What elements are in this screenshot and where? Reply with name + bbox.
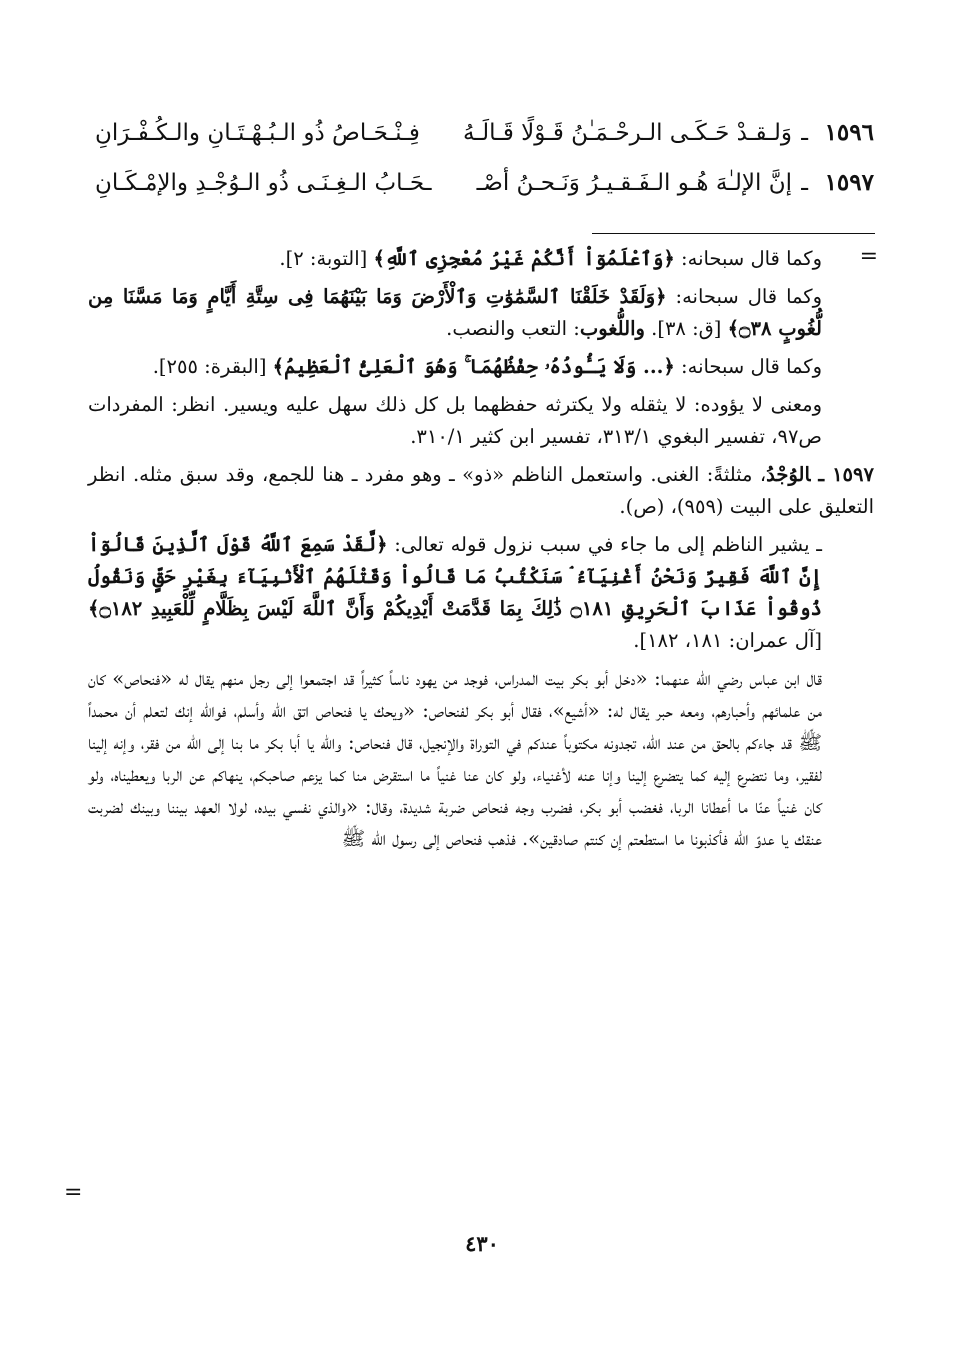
footnote-text: وكما قال سبحانه: xyxy=(666,285,822,308)
footnote-number: ١٥٩٧ ـ xyxy=(818,463,874,486)
footnote-paragraph xyxy=(88,243,822,275)
footnote-reference: [ق: ٣٨]. xyxy=(644,317,728,340)
defined-term: الوُجْدُ xyxy=(766,463,811,486)
footnote-reference: [البقرة: ٢٥٥]. xyxy=(152,355,273,378)
verse-second-hemistich: فِـنْـحَـاصُ ذُو الـبُـهْـتَـانِ والـكُـفْـرَانِ xyxy=(95,120,420,146)
verse-first-hemistich: وَلـقـدْ حَـكَـى الـرحْـمَـٰنُ قَـوْلًا قَـالَـهُ xyxy=(463,120,792,146)
footnote-1597 xyxy=(88,459,874,523)
footnote-paragraph xyxy=(88,529,822,657)
footnote-text: وكما قال سبحانه: xyxy=(674,355,822,378)
footnote-paragraph xyxy=(88,351,822,383)
quran-quote: ﴿وَٱعْلَمُوٓاْ أَنَّكُمْ غَيْرُ مُعْجِزِى ٱللَّهِ﴾ xyxy=(373,247,675,270)
verse-1597 xyxy=(95,158,874,208)
verse-second-hemistich: ـحَـابُ الـغِـنَـى ذُو الـوُجْـدِ والإمْـكَـانِ xyxy=(95,170,432,196)
footnote-reference: [التوبة: ٢]. xyxy=(279,247,374,270)
quran-quote: ﴿... وَلَا يَـُٔودُهُۥ حِفْظُهُمَا ۚ وَهُوَ ٱلْعَلِىُّ ٱلْعَظِيمُ﴾ xyxy=(272,355,675,378)
footnote-text: ، مثلثةً: الغنى. واستعمل الناظم «ذو» ـ وهو مفرد ـ هنا للجمع، وقد سبق مثله. انظر التعليق على البيت (٩٥٩)، (ص). xyxy=(88,463,874,518)
verses-block xyxy=(95,108,874,208)
footnote-text: ـ يشير الناظم إلى ما جاء في سبب نزول قوله تعالى: xyxy=(387,533,822,556)
defined-term: واللُّغوب xyxy=(579,317,645,340)
footnote-reference: [آل عمران: ١٨١، ١٨٢]. xyxy=(633,629,822,652)
footnote-paragraph: ومعنى لا يؤوده: لا يثقله ولا يكترثه حفظهما بل كل ذلك سهل عليه ويسير. انظر: المفردات ص٩٧، تفسير البغوي ٣١٣/١، تفسير ابن كثير ٣١٠/١. xyxy=(88,393,822,448)
continuation-mark-end: = xyxy=(64,1180,83,1205)
verse-first-hemistich: إنَّ الإلـٰهَ هُـو الـفَـقـيـرُ وَنَـحـنُ أصْـ xyxy=(476,170,792,196)
footnotes xyxy=(88,243,874,861)
verse-1596 xyxy=(95,108,874,158)
footnote-separator xyxy=(592,233,875,234)
footnote-text: وكما قال سبحانه: xyxy=(674,247,822,270)
verse-dash: ـ xyxy=(801,120,808,146)
page-number: ٤٣٠ xyxy=(465,1231,499,1256)
quran-quote: ﴿وَلَقَدْ خَلَقْنَا ٱلسَّمَٰوَٰتِ وَٱلْأَرْضَ وَمَا بَيْنَهُمَا فِى سِتَّةِ أَيَّامٍ وَمَا مَسَّنَا مِن لُّغُوبٍ ۝٣٨﴾ xyxy=(88,285,822,340)
verse-number: ١٥٩٧ xyxy=(824,169,874,196)
verse-dash: ـ xyxy=(801,170,808,196)
quran-quote: ﴿لَّقَدْ سَمِعَ ٱللَّهُ قَوْلَ ٱلَّذِينَ قَالُوٓاْ إِنَّ ٱللَّهَ فَقِيرٌ وَنَحْنُ أَغْنِيَآءُ ۘ سَنَكْتُبُ مَا قَالُواْ وَقَتْلَهُمُ ٱلْأَنۢبِيَآءَ بِغَيْرِ حَقٍّ وَنَقُولُ ذُوقُواْ عَذَابَ ٱلْحَرِيقِ ۝١٨١ ذَٰلِكَ بِمَا قَدَّمَتْ أَيْدِيكُمْ وَأَنَّ ٱللَّهَ لَيْسَ بِظَلَّامٍ لِّلْعَبِيدِ ۝١٨٢﴾ xyxy=(88,533,822,620)
continuation-mark: = xyxy=(859,244,878,269)
footnote-paragraph xyxy=(88,281,822,345)
term-definition: : التعب والنصب. xyxy=(446,317,580,340)
verse-number: ١٥٩٦ xyxy=(824,119,874,146)
footnote-paragraph: قال ابن عباس رضي الله عنهما: «دخل أبو بكر بيت المدراس، فوجد من يهود ناساً كثيراً قد اجتمعوا إلى رجل منهم يقال له «فنحاص» كان من علمائهم وأحبارهم، ومعه حبر يقال له: «أشيع»، فقال أبو بكر لفنحاص: «ويحك يا فنحاص اتق الله وأسلم، فوالله إنك لتعلم أن محمداً ﷺ قد جاءكم بالحق من عند الله، تجدونه مكتوباً عندكم في التوراة والإنجيل، قال فنحاص: والله يا أبا بكر ما بنا إلى الله من فقر، وإنه إلينا لفقير، وما نتضرع إليه كما يتضرع إلينا وإنا عنه لأغنياء، ولو كان عنا غنياً ما استقرض منا كما يزعم صاحبكم، ينهاكم عن الربا ويعطيناه، ولو كان غنياً عنّا ما أعطانا الربا، فغضب أبو بكر، فضرب وجه فنحاص ضربة شديدة، وقال: «والذي نفسي بيده، لولا العهد بيننا وبينك لضربت عنقك يا عدوّ الله فأكذبونا ما استطعتم إن كنتم صادقين». فذهب فنحاص إلى رسول الله ﷺ xyxy=(88,667,822,850)
